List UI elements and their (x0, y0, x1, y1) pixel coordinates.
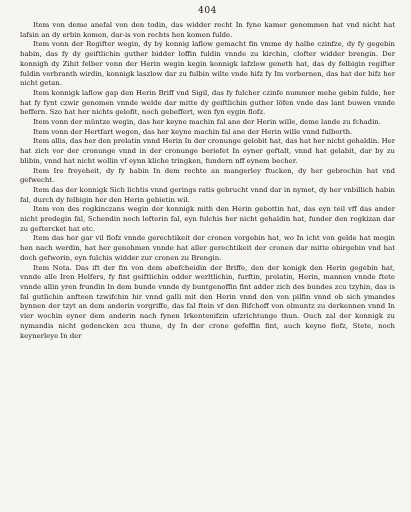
paragraph: Item vonn der Hertfart wegen, das her keyne machin fal ane der Herin wille vnnd fulborth. (33, 127, 353, 136)
paragraph: Item konnigk laflow gap den Herin Briff vnd Sigil, das fy fulcher czinfe nummer mehe gebin fulde, her hat fy fynt czwir genomen vnnde welde dar mitte dy geiftlichin guther löfen vnde das lant buwen vnnde beffern. Szo hat her nichts gelofit, noch gebeffert, wen fyn eygin flofz. (20, 88, 395, 117)
paragraph: Item vonn der müntze wegin, das her keyne machin fal ane der Herin wille, deme lande zu fchadin. (33, 118, 381, 127)
paragraph: Item von des rogkinczans wegin der konnigk mith den Herin gebottin hat, das eyn teil vff das ander nicht predegin fal, Schendin noch lefterin fal, eyn fulchis her nicht gehaldin hat, funder den rogkizan dar zu geftercket hat etc. (20, 205, 395, 233)
paragraph: Item das her gar vil flofz vnnde gerechtikeit der cronen vorgebin hat, wo In icht von gelde hat mogin hen nach werdin, hat her genohmen vnnde hat aller gerechtikeit der cronen dar mitte obirgebin vnd hat doch gefworin, eyn fulchis widder zur cronen zu Brengin. (20, 234, 395, 262)
page-number: 404 (198, 6, 217, 16)
paragraph: Item von deme anefal von den todin, das widder recht In fyne kamer genommen hat vnd nicht hat lafsin an dy erbin komen, dar-is von rechts hen komen fulde. (20, 21, 395, 39)
paragraph: Item Ire freyeheit, dy fy habin In dem rechte an mangerley ftucken, dy her gebrochin hat vnd gefwecht. (20, 166, 395, 185)
paragraph: Item allis, das her den prelatin vnnd Herin In der cronunge gelobit hat, das hat her nicht gehaldin. Her hat zich vor der cronunge vnnd in der cronunge beriefet In eyner geftalt, vnnd hat gelabit, dar by zu blibin, vnnd hat nicht wollin vf eynn kliche tringken, fundern nff eynem becher. (20, 137, 396, 165)
paragraph: Item vonn der Regifter wegin, dy by konnig laflow gemacht fin vmme dy halbe czinfze, dy fy gegebin habin, das fy dy geiftlichin guther bidder loffin fuldin vnnde zu kirchin, clofter widder brengin. Der konnigh dy Zihit felber vonn der Herin wegin kegin konnigk lafzlow geneth hat, das dy felbigin regifter fuldin verbranth wirdin, konnigk laszlow dar zu fulbin wilte vnde hifz fy Im vorbernen, das hat der bifz her nicht getan. (20, 40, 395, 88)
paragraph: Item Nota. Das ift der fin von dem abefcheidin der Briffe, den der konigk den Herin gegebin hat, vnnde alle Iren Helfers, fy fint geiftlichin odder werltlichin, furftin, prelatin, Herin, mannen vnnde ftete vnnde allin yren frundin In dem bunde vnnde dy buntgenoffin fint adder zich des bundes zcu tzyhin, das is fal gutlichin anfteen tzwifchin hir vnnd galli mit den Herin vnnd den von pilfin vnnd ob sich ymandes bynnen der tzyt an dem anderin vorgriffe, das fal ftein vf den Bifchoff von olmuntz zu derkennen vnnd In vier wochin eyner dem anderin nach fynen Irkentenifzin ufzrichtunge thun. Ouch zal der konnigk zu nymandis nicht gedencken zcu thune, dy In der crone gefeffin fint, auch keyne flofz, Stete, noch keynerleye In der (20, 263, 395, 340)
paragraph: Item das der konnigk Sich lichtis vnnd gerings ratis gebrucht vnnd dar in nymet, dy her vnbillich habin fal, durch dy felbigin her den Herin gebietin wil. (20, 185, 395, 204)
body-text (20, 21, 395, 341)
